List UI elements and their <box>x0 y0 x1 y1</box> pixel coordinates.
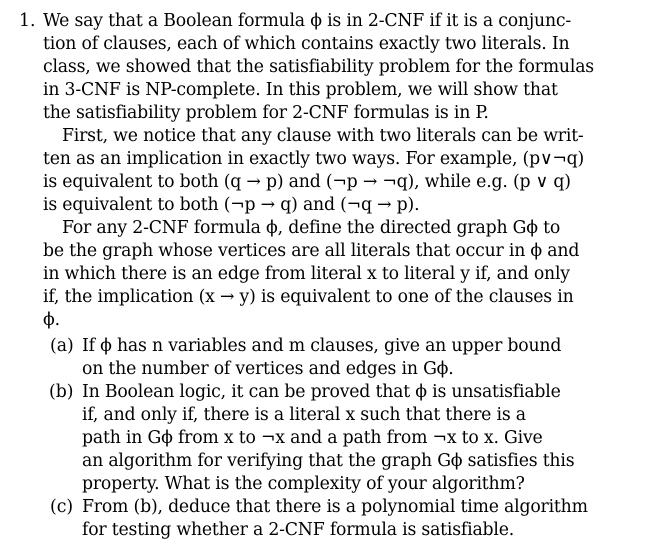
intro-line: We say that a Boolean formula ϕ is in 2-CNF if it is a conjunc- <box>43 11 571 31</box>
intro-line: tion of clauses, each of which contains exactly two literals. In <box>43 34 570 54</box>
intro-line: class, we showed that the satisfiability problem for the formulas <box>43 57 594 77</box>
para2-line: First, we notice that any clause with two literals can be writ- <box>62 126 584 146</box>
para3-line: if, the implication (x → y) is equivalent to one of the clauses in <box>43 287 574 307</box>
part-b-line: path in Gϕ from x to ¬x and a path from ¬x to x. Give <box>82 428 543 448</box>
para3-line: in which there is an edge from literal x to literal y if, and only <box>43 264 570 284</box>
intro-line: the satisfiability problem for 2-CNF formulas is in P. <box>43 103 489 123</box>
para3-line: For any 2-CNF formula ϕ, define the directed graph Gϕ to <box>62 218 561 238</box>
part-c-line: for testing whether a 2-CNF formula is satisfiable. <box>82 520 515 540</box>
para3-line: be the graph whose vertices are all literals that occur in ϕ and <box>43 241 580 261</box>
part-b-line: if, and only if, there is a literal x such that there is a <box>82 405 526 425</box>
para3-line: ϕ. <box>43 310 60 330</box>
part-b-line: In Boolean logic, it can be proved that ϕ is unsatisfiable <box>82 382 561 402</box>
part-a-line: on the number of vertices and edges in Gϕ. <box>82 359 454 379</box>
part-a-line: If ϕ has n variables and m clauses, give an upper bound <box>82 336 562 356</box>
intro-line: in 3-CNF is NP-complete. In this problem, we will show that <box>43 80 558 100</box>
part-c-label: (c) <box>50 497 74 517</box>
part-c-line: From (b), deduce that there is a polynomial time algorithm <box>82 497 588 517</box>
problem-number: 1. <box>19 11 36 31</box>
para2-line: ten as an implication in exactly two ways. For example, (p∨¬q) <box>43 149 585 169</box>
para2-line: is equivalent to both (q → p) and (¬p → ¬q), while e.g. (p ∨ q) <box>43 172 571 192</box>
para2-line: is equivalent to both (¬p → q) and (¬q → p). <box>43 195 420 215</box>
part-b-line: property. What is the complexity of your algorithm? <box>82 474 525 494</box>
part-b-line: an algorithm for verifying that the graph Gϕ satisfies this <box>82 451 575 471</box>
part-a-label: (a) <box>50 336 74 356</box>
part-b-label: (b) <box>49 382 74 402</box>
